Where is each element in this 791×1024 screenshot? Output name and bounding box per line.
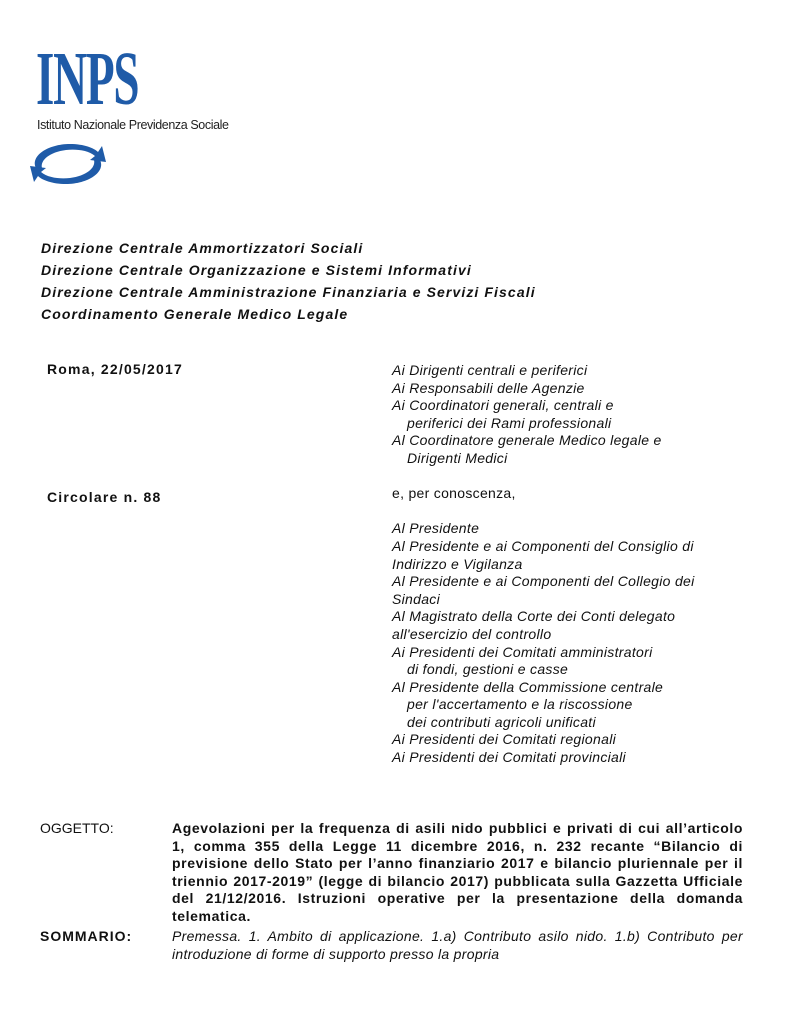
recipient-line: Ai Coordinatori generali, centrali e [392, 397, 614, 414]
recipient-line: e, per conoscenza, [392, 485, 516, 502]
directorate-line: Direzione Centrale Ammortizzatori Sociali [41, 240, 364, 256]
summary-label: SOMMARIO: [40, 928, 133, 944]
circular-number: Circolare n. 88 [47, 489, 162, 505]
place-date: Roma, 22/05/2017 [47, 361, 183, 377]
recipient-line: Al Presidente e ai Componenti del Consiglio di [392, 537, 694, 554]
recipient-line: Indirizzo e Vigilanza [392, 555, 523, 572]
recipient-line: Ai Dirigenti centrali e periferici [392, 362, 588, 378]
logo-subtitle: Istituto Nazionale Previdenza Sociale [37, 118, 229, 132]
recipient-line: dei contributi agricoli unificati [407, 713, 596, 730]
spacer [392, 503, 695, 521]
recipient-line: all'esercizio del controllo [392, 625, 552, 642]
summary-text: Premessa. 1. Ambito di applicazione. 1.a) Contributo asilo nido. 1.b) Contributo per introduzione di forme di supporto presso la propria [172, 928, 743, 962]
directorate-line: Direzione Centrale Organizzazione e Sistemi Informativi [41, 262, 472, 278]
recipient-line: Ai Responsabili delle Agenzie [392, 379, 585, 396]
directorate-line: Coordinamento Generale Medico Legale [41, 306, 349, 322]
recipient-line: di fondi, gestioni e casse [407, 661, 569, 678]
recipient-line: Sindaci [392, 590, 441, 607]
recipient-line: Al Presidente e ai Componenti del Collegio dei [392, 573, 695, 590]
spacer [392, 468, 695, 486]
recipient-line: Al Presidente [392, 520, 480, 537]
recipient-line: Ai Presidenti dei Comitati amministratori [392, 643, 653, 660]
recipient-line: periferici dei Rami professionali [407, 414, 612, 431]
recipient-line: Al Presidente della Commissione centrale [392, 678, 664, 695]
inps-arrows-icon [26, 138, 110, 195]
inps-logo: INPS [36, 37, 139, 121]
recipient-line: Dirigenti Medici [407, 449, 508, 466]
recipient-line: Al Magistrato della Corte dei Conti delegato [392, 608, 676, 625]
directorate-line: Direzione Centrale Amministrazione Finanziaria e Servizi Fiscali [41, 284, 536, 300]
recipient-line: Ai Presidenti dei Comitati regionali [392, 731, 617, 748]
recipient-line: Ai Presidenti dei Comitati provinciali [392, 749, 626, 766]
subject-text: Agevolazioni per la frequenza di asili nido pubblici e privati di cui all’articolo 1, comma 355 della Legge 11 dicembre 2016, n. 232 recante “Bilancio di previsione dello Stato per l’anno finanziario 2017 e bilancio pluriennale per il triennio 2017-2019” (legge di bilancio 2017) pubblicata sulla Gazzetta Ufficiale del 21/12/2016. Istruzioni operative per la presentazione della domanda telematica. [172, 820, 743, 924]
recipient-line: Al Coordinatore generale Medico legale e [392, 432, 662, 449]
recipients-list [392, 362, 695, 767]
recipient-line: per l'accertamento e la riscossione [407, 696, 633, 713]
directorates [41, 237, 536, 325]
subject-label: OGGETTO: [40, 820, 114, 836]
